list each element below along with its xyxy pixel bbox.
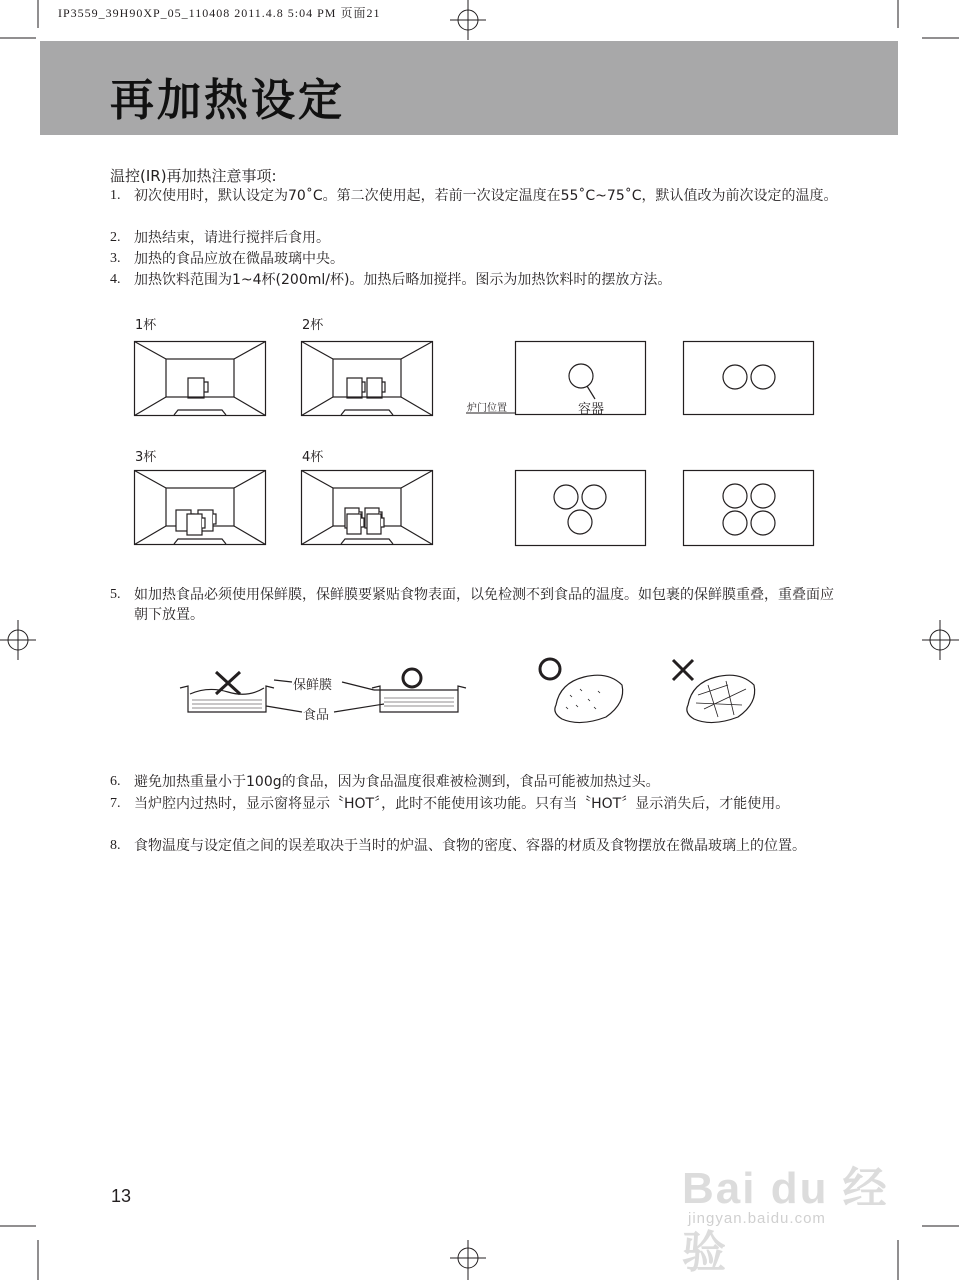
note-number: 1. xyxy=(110,188,121,203)
note-number: 7. xyxy=(110,796,121,811)
cup-label-4: 4杯 xyxy=(302,450,324,465)
section-heading: 温控(IR)再加热注意事项: xyxy=(110,167,277,185)
wrapped-food-correct xyxy=(536,655,626,725)
note-number: 4. xyxy=(110,272,121,287)
door-position-line xyxy=(466,412,516,414)
note-number: 2. xyxy=(110,230,121,245)
note-number: 5. xyxy=(110,587,121,602)
note-item-1 xyxy=(110,186,840,206)
baidu-watermark xyxy=(672,1140,912,1277)
oven-cavity-4-cups xyxy=(301,470,433,545)
note-item-2 xyxy=(110,228,840,248)
note-text: 加热结束，请进行搅拌后食用。 xyxy=(134,230,330,246)
page-title: 再加热设定 xyxy=(110,75,345,126)
note-text: 加热的食品应放在微晶玻璃中央。 xyxy=(134,251,344,267)
note-text: 避免加热重量小于100g的食品，因为食品温度很难被检测到，食品可能被加热过头。 xyxy=(134,774,660,790)
door-position-label: 炉门位置 xyxy=(467,403,507,414)
cup-icon xyxy=(367,378,385,398)
cup-icon xyxy=(347,514,364,534)
note-text: 加热饮料范围为1~4杯(200ml/杯)。加热后略加搅拌。图示为加热饮料时的摆放方法。 xyxy=(134,272,672,288)
oven-cavity-2-cups xyxy=(301,341,433,416)
note-item-4 xyxy=(110,270,840,290)
note-text: 食物温度与设定值之间的误差取决于当时的炉温、食物的密度、容器的材质及食物摆放在微晶玻璃上的位置。 xyxy=(134,838,806,854)
note-item-3 xyxy=(110,249,840,269)
container-label: 容器 xyxy=(578,402,605,417)
top-view-3-containers xyxy=(515,470,646,546)
wrapped-food-incorrect xyxy=(668,655,758,725)
note-text: 初次使用时，默认设定为70˚C。第二次使用起，若前一次设定温度在55˚C~75˚C，默认值改为前次设定的温度。 xyxy=(134,188,838,204)
print-slug: IP3559_39H90XP_05_110408 2011.4.8 5:04 PM 页面21 xyxy=(58,6,381,20)
note-text: 当炉腔内过热时，显示窗将显示〝HOT〞，此时不能使用该功能。只有当〝HOT〞显示消失后，才能使用。 xyxy=(134,796,790,812)
page-number: 13 xyxy=(111,1186,132,1206)
note-item-5 xyxy=(110,585,840,625)
cup-icon xyxy=(367,514,384,534)
note-item-6 xyxy=(110,772,840,792)
watermark-main: Bai du 经验 xyxy=(682,1164,889,1277)
note-text: 如加热食品必须使用保鲜膜，保鲜膜要紧贴食物表面，以免检测不到食品的温度。如包裹的保鲜膜重叠，重叠面应朝下放置。 xyxy=(134,587,834,623)
note-number: 8. xyxy=(110,838,121,853)
food-label: 食品 xyxy=(303,708,330,723)
note-number: 3. xyxy=(110,251,121,266)
wrap-label: 保鲜膜 xyxy=(293,678,333,693)
cup-icon xyxy=(187,514,205,535)
oven-cavity-1-cup xyxy=(134,341,266,416)
cup-label-2: 2杯 xyxy=(302,318,324,333)
top-view-4-containers xyxy=(683,470,814,546)
cup-icon xyxy=(188,378,208,398)
cup-icon xyxy=(347,378,365,398)
note-item-7 xyxy=(110,794,840,814)
note-item-8 xyxy=(110,836,840,856)
oven-cavity-3-cups xyxy=(134,470,266,545)
cup-label-3: 3杯 xyxy=(135,450,157,465)
watermark-url: jingyan.baidu.com xyxy=(688,1210,826,1227)
top-view-2-containers xyxy=(683,341,814,415)
note-number: 6. xyxy=(110,774,121,789)
cup-label-1: 1杯 xyxy=(135,318,157,333)
